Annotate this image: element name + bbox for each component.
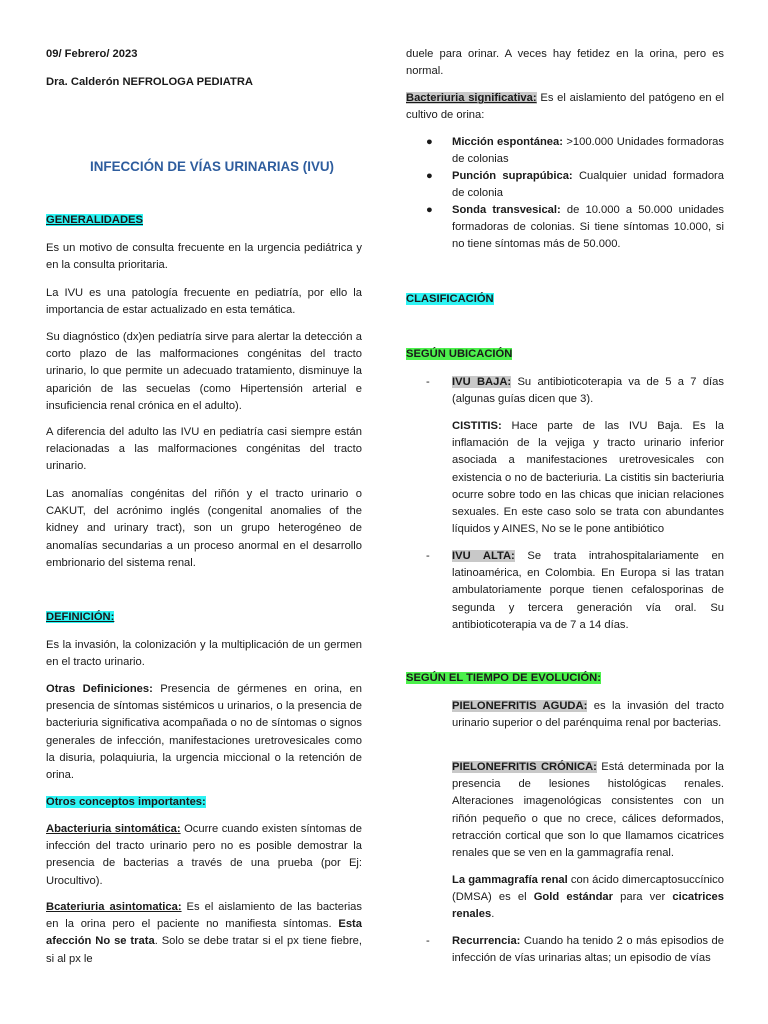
dash-marker-1: - <box>426 376 430 388</box>
dash-marker-2: - <box>426 550 430 562</box>
bullet-marker-2: ● <box>426 170 433 182</box>
gammagrafia-renal: La gammagrafía renal con ácido dimercaptosuccínico (DMSA) es el Gold estándar para ver cicatrices renales. <box>452 874 724 921</box>
generalidades-paragraph-5: Las anomalías congénitas del riñón y el tracto urinario o CAKUT, del acrónimo inglés (congenital anomalies of the kidney and urinary tract), son un grupo heterogéneo de anomalías secundarias a un proceso anormal en el desarrollo embrionario del sistema renal. <box>46 488 362 569</box>
recurrencia: Recurrencia: Cuando ha tenido 2 o más episodios de infección de vías urinarias altas; un episodio de vías <box>452 935 724 965</box>
definicion-heading: DEFINICIÓN: <box>46 611 115 623</box>
pielonefritis-aguda: PIELONEFRITIS AGUDA: es la invasión del tracto urinario superior o del parénquima renal por bacterias. <box>452 700 724 730</box>
abacteriuria-sintomatica: Abacteriuria sintomática: Ocurre cuando existen síntomas de infección del tracto urinario pero no es posible demostrar la presencia de bacterias a través de una prueba (por Ej: Urocultivo). <box>46 823 362 887</box>
otras-definiciones: Otras Definiciones: Presencia de gérmenes en orina, en presencia de síntomas sistémicos u urinarios, o la presencia de bacteriuria significativa acompañada o no de síntomas o signos generales de infección, manifestaciones uretrovesicales como la disuria, polaquiuria, la urgencia miccional o la retención de orina. <box>46 683 362 782</box>
continuation-text: duele para orinar. A veces hay fetidez en la orina, pero es normal. <box>406 48 724 78</box>
ivu-baja: IVU BAJA: Su antibioticoterapia va de 5 a 7 días (algunas guías dicen que 3). <box>452 376 724 406</box>
generalidades-paragraph-1: Es un motivo de consulta frecuente en la urgencia pediátrica y en la consulta prioritaria. <box>46 242 362 272</box>
otros-conceptos-heading: Otros conceptos importantes: <box>46 796 206 808</box>
definicion-paragraph: Es la invasión, la colonización y la multiplicación de un germen en el tracto urinario. <box>46 639 362 669</box>
cistitis: CISTITIS: Hace parte de las IVU Baja. Es la inflamación de la vejiga y tracto urinario inferior asociada a manifestaciones uretrovesicales con existencia o no de bacteriuria. La cistitis sin bacteriuria ocurre sobre todo en las chicas que inician relaciones sexuales. En este caso solo se trata con abundantes líquidos y AINES, No se le pone antibiótico <box>452 420 724 536</box>
date: 09/ Febrero/ 2023 <box>46 48 138 60</box>
segun-tiempo-heading: SEGÚN EL TIEMPO DE EVOLUCIÓN: <box>406 672 601 684</box>
bullet-marker-3: ● <box>426 204 433 216</box>
generalidades-paragraph-4: A diferencia del adulto las IVU en pediatría casi siempre están relacionadas a las malformaciones congénitas del tracto urinario. <box>46 426 362 473</box>
document-title: INFECCIÓN DE VÍAS URINARIAS (IVU) <box>90 159 335 174</box>
dash-marker-3: - <box>426 935 430 947</box>
generalidades-paragraph-3: Su diagnóstico (dx)en pediatría sirve para alertar la detección a corto plazo de las malformaciones congénitas del tracto urinario, lo que permite un adecuado tratamiento, disminuye la aparición de las secuelas (como Hipertensión arterial e insuficiencia renal crónica en el adulto). <box>46 331 362 412</box>
doctor-name: Dra. Calderón NEFROLOGA PEDIATRA <box>46 76 253 88</box>
bacteriuria-significativa: Bacteriuria significativa: Es el aislamiento del patógeno en el cultivo de orina: <box>406 92 724 122</box>
bacteriuria-asintomatica: Bcateriuria asintomatica: Es el aislamiento de las bacterias en la orina pero el paciente no manifiesta síntomas. Esta afección No se trata. Solo se debe tratar si el px tiene fiebre, si al px le <box>46 901 362 965</box>
bullet-item-miccion: Micción espontánea: >100.000 Unidades formadoras de colonias <box>452 136 724 166</box>
ivu-alta: IVU ALTA: Se trata intrahospitalariamente en latinoamérica, en Colombia. En Europa si las tratan ambulatoriamente porque tienen cefalosporinas de segunda y tercera generación vía oral. Su antibioticoterapia va de 7 a 14 días. <box>452 550 724 631</box>
generalidades-paragraph-2: La IVU es una patología frecuente en pediatría, por ello la importancia de estar actualizado en esta temática. <box>46 287 362 317</box>
bullet-item-puncion: Punción suprapúbica: Cualquier unidad formadora de colonia <box>452 170 725 200</box>
bullet-marker-1: ● <box>426 136 433 148</box>
pielonefritis-cronica: PIELONEFRITIS CRÓNICA: Está determinada por la presencia de lesiones histológicas renales. Alteraciones imagenológicas consistentes con un riñón pequeño o que no crece, cálices deformados, retracción cortical que son lo que llamamos cicatrices renales que se ven en la gammagrafía renal. <box>452 761 725 860</box>
bullet-item-sonda: Sonda transvesical: de 10.000 a 50.000 unidades formadoras de colonias. Si tiene síntomas 10.000, si no tiene síntomas más de 50.000. <box>452 204 724 251</box>
generalidades-heading: GENERALIDADES <box>46 214 143 226</box>
clasificacion-heading: CLASIFICACIÓN <box>406 293 494 305</box>
segun-ubicacion-heading: SEGÚN UBICACIÓN <box>406 348 513 360</box>
